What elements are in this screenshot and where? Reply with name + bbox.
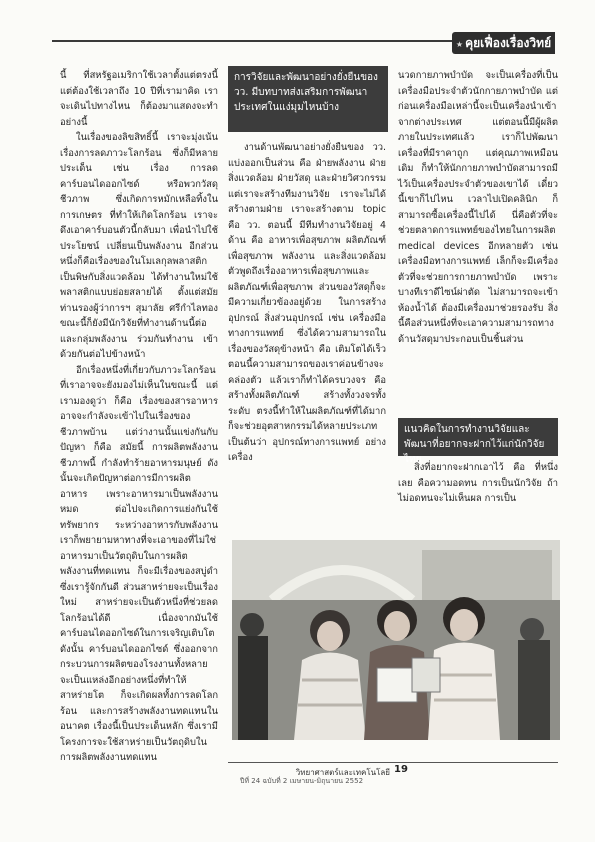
paragraph: ในเรื่องของลิขสิทธิ์นี้ เราจะมุ่งเน้นเรื่องการลดภาวะโลกร้อน ซึ่งก็มีหลายประเด็น เช่น เรื่อง การลดคาร์บอนไดออกไซด์ หรือพวกวัสดุชีวภาพ ซึ่งเกิดการหมักเหลือทิ้งในการเกษตร ที่ทำให้เกิดโลกร้อน เราจะดึงเอาคาร์บอนตัวนี้กลับมา เพื่อนำไปใช้ประโยชน์ เปลี่ยนเป็นพลังงาน อีกส่วนหนึ่งก็คือเรื่องของในโมเลกุลพลาสติก เป็นพิษกับสิ่งแวดล้อม ได้ทำงานใหม่ใช้พลาสติกแบบย่อยสลายได้ ตั้งแต่สมัย ท่านรองผู้ว่าการฯ สุมาลัย ศรีกำไลทอง ขณะนี้ก็ยังมีนักวิจัยที่ทำงานด้านนี้ต่อ และกลุ่มพลังงาน ร่วมกันทำงาน เข้าด้วยกันต่อไปข้างหน้า — [60, 132, 218, 360]
paragraph: สิ่งที่อยากจะฝากเอาไว้ คือ ที่หนึ่งเลย คือความอดทน การเป็นนักวิจัย ถ้าไม่อดทนจะไม่เห็นผล การเป็น — [398, 462, 558, 504]
column-2 — [228, 140, 386, 466]
footer-magazine-title: วิทยาศาสตร์และเทคโนโลยี — [295, 768, 390, 777]
footer-issue-line: ปีที่ 24 ฉบับที่ 2 เมษายน-มิถุนายน 2552 — [240, 777, 364, 785]
paragraph: อีกเรื่องหนึ่งที่เกี่ยวกับภาวะโลกร้อน ที่เราอาจจะยังมองไม่เห็นในขณะนี้ แต่เรามองดูว่า ก็คือ เรื่องของสารอาหาร อาจจะกำลังจะเข้าไปในเรื่องของชีวภาพบ้าน แต่ว่างานนั้นแข่งกันกับปัญหา ก็คือ สมัยนี้ การผลิตพลังงานชีวภาพนี้ กำลังทำร้ายอาหารมนุษย์ ดังนั้นจะเกิดปัญหาต่อการมีการผลิตอาหาร เพราะอาหารมาเป็นพลังงานหมด ต่อไปจะเกิดการแย่งกันใช้ทรัพยากร ระหว่างอาหารกับพลังงาน เราก็พยายามหาทางที่จะเอาของที่ไม่ใช่อาหารมาเป็นวัตถุดิบในการผลิตพลังงานที่ทดแทน ก็จะมีเรื่องของสบู่ดำ ซึ่งเรารู้จักกันดี ส่วนสาหร่ายจะเป็นเรื่องใหม่ สาหร่ายจะเป็นตัวหนึ่งที่ช่วยลดโลกร้อนได้ดี เนื่องจากมันใช้คาร์บอนไดออกไซด์ในการเจริญเติบโต ดังนั้น คาร์บอนไดออกไซด์ ซึ่งออกจากกระบวนการผลิตของโรงงานทั้งหลาย จะเป็นแหล่งอีกอย่างหนึ่งที่ทำให้สาหร่ายโต ก็จะเกิดผลทั้งการลดโลกร้อน และการสร้างพลังงานทดแทนในอนาคต เรื่องนี้เป็นประเด็นหลัก ซึ่งเรามีโครงการจะใช้สาหร่ายเป็นวัตถุดิบในการผลิตพลังงานทดแทน — [60, 364, 218, 763]
question-heading-2: แนวคิดในการทำงานวิจัยและพัฒนาที่อยากจะฝากไว้แก่นักวิจัยไทย — [398, 418, 558, 456]
article-photo — [232, 540, 560, 740]
star-icon: ★ — [455, 40, 464, 49]
column-1 — [60, 68, 218, 766]
column-3 — [398, 68, 558, 347]
section-label: คุยเฟื่องเรื่องวิทย์ — [465, 36, 552, 50]
paragraph: นี้ ที่สหรัฐอเมริกาใช้เวลาตั้งแต่ตรงนี้ แต่ต้องใช้เวลาถึง 10 ปีที่เรามาคิด เราจะเดินไปทางไหน ก็ต้องมาแสดงจะทำอย่างนี้ — [60, 70, 218, 128]
question-heading-1: การวิจัยและพัฒนาอย่างยั่งยืนของ วว. มีบทบาทส่งเสริมการพัฒนาประเทศในแง่มุมไหนบ้าง — [228, 66, 388, 132]
column-3-continued — [398, 460, 558, 507]
header-rule — [52, 40, 452, 42]
paragraph: งานด้านพัฒนาอย่างยั่งยืนของ วว. แบ่งออกเป็นส่วน คือ ฝ่ายพลังงาน ฝ่ายสิ่งแวดล้อม ฝ่ายวัสดุ และฝ่ายวิศวกรรม แต่เราจะสร้างทีมงานวิจัย เราจะไม่ได้สร้างตามฝ่าย เราจะสร้างตาม topic คือ วว. ตอนนี้ มีทีมทำงานวิจัยอยู่ 4 ด้าน คือ อาหารเพื่อสุขภาพ ผลิตภัณฑ์เพื่อสุขภาพ พลังงาน และสิ่งแวดล้อม ตัวพูดถึงเรื่องอาหารเพื่อสุขภาพและผลิตภัณฑ์เพื่อสุขภาพ ส่วนของวัสดุก็จะมีความเกี่ยวข้องอยู่ด้วย ในการสร้างอุปกรณ์ สิ่งส่วนอุปกรณ์ เช่น เครื่องมือทางการแพทย์ ซึ่งได้ความสามารถในเรื่องของวัสดุข้างหน้า คือ เติมโตได้เร็ว ตอนนี้ความสามารถของเราค่อนข้างจะคล่องตัว แล้วเราก็ทำได้ครบวงจร คือ สร้างทั้งผลิตภัณฑ์ สร้างทั้งวงจรทั้งระดับ ตรงนี้ทำให้ในผลิตภัณฑ์ที่ได้มาก ก็จะช่วยอุตสาหกรรมได้หลายประเภท เป็นต้นว่า อุปกรณ์ทางการแพทย์ อย่างเครื่อง — [228, 142, 386, 463]
footer-rule — [228, 762, 558, 763]
section-tab — [452, 32, 555, 54]
paragraph: นวดกายภาพบำบัด จะเป็นเครื่องที่เป็นเครื่องมือประจำตัวนักกายภาพบำบัด แต่ก่อนเครื่องมือเหล่านี้จะเป็นเครื่องนำเข้าจากต่างประเทศ แต่ตอนนี้มีผู้ผลิตภายในประเทศแล้ว เราก็ไปพัฒนาเครื่องที่มีราคาถูก แต่คุณภาพเหมือนเดิม ก็ทำให้นักกายภาพบำบัดสามารถมีไว้เป็นเครื่องประจำตัวของเขาได้ เดี๋ยวนี้เขาก็ไปไหน เวลาไปเปิดคลินิก ก็สามารถซื้อเครื่องนี้ไปได้ นี่คือตัวที่จะช่วยตลาดการแพทย์ของไทยในการผลิต medical devices อีกหลายตัว เช่นเครื่องมือทางการแพทย์ เล็กก็จะมีเครื่องตัวที่จะช่วยการกายภาพบำบัด เพราะบางทีเราดีไซน์ผ่าตัด ไม่สามารถจะเข้าห้องน้ำได้ ต้องมีเครื่องมาช่วยรองรับ สิ่งนี้คือส่วนหนึ่งที่จะเอาความสามารถทางด้านวัสดุมาประกอบเป็นชิ้นส่วน — [398, 70, 558, 345]
photo-three-women-ceremony-icon — [232, 540, 560, 740]
page-number: 19 — [394, 764, 408, 775]
